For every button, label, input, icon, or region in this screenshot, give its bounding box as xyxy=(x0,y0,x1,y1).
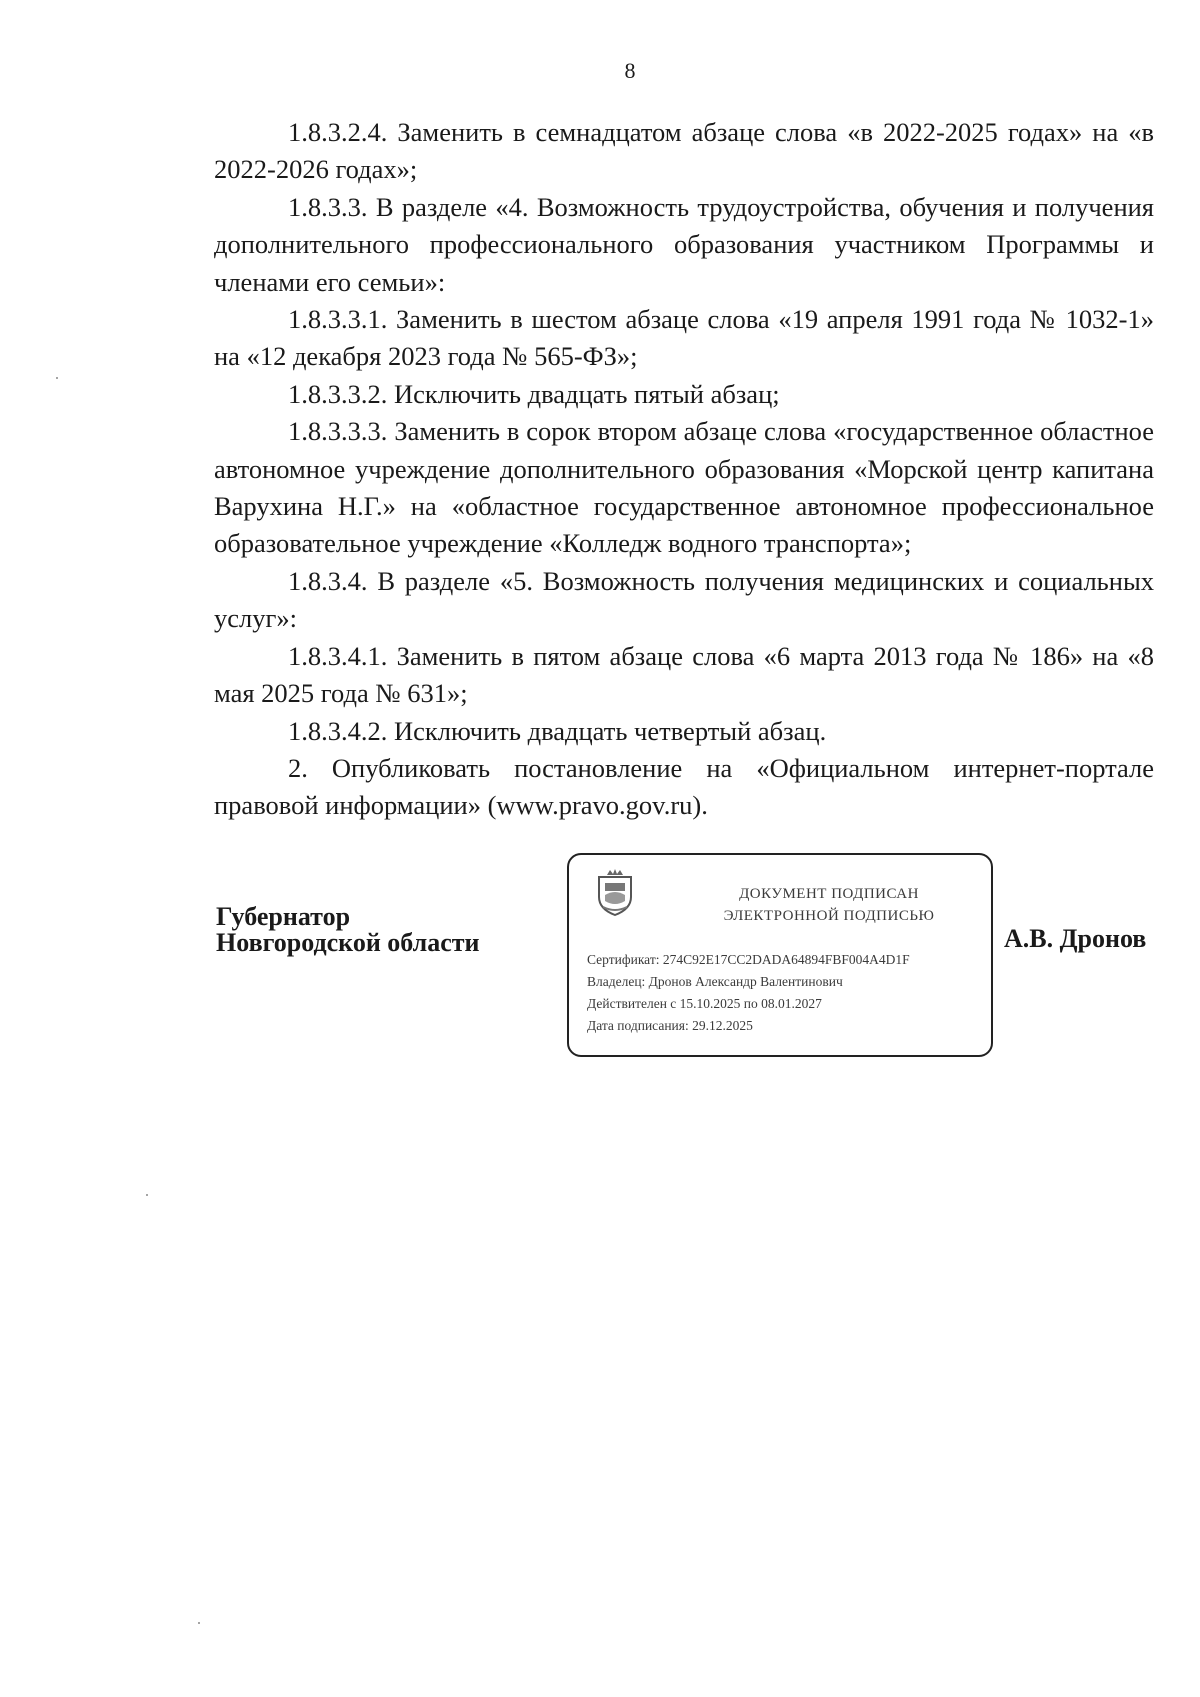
stamp-details xyxy=(587,949,987,1037)
stamp-title-line: ДОКУМЕНТ ПОДПИСАН xyxy=(739,886,919,902)
stamp-validity: Действителен с 15.10.2025 по 08.01.2027 xyxy=(587,996,822,1011)
stamp-title-line: ЭЛЕКТРОННОЙ ПОДПИСЬЮ xyxy=(723,908,935,924)
novgorod-coat-of-arms-icon xyxy=(591,869,639,917)
scan-speck xyxy=(198,1622,200,1624)
paragraph: 1.8.3.2.4. Заменить в семнадцатом абзаце слова «в 2022-2025 годах» на «в 2022-2026 годах»; xyxy=(214,117,1154,185)
scan-speck xyxy=(56,377,58,379)
signatory-name: А.В. Дронов xyxy=(1004,924,1147,953)
stamp-owner: Владелец: Дронов Александр Валентинович xyxy=(587,974,843,989)
scan-speck xyxy=(146,1194,148,1196)
signatory-position-line: Губернатор xyxy=(216,902,351,931)
paragraph: 1.8.3.4.1. Заменить в пятом абзаце слова «6 марта 2013 года № 186» на «8 мая 2025 года № 631»; xyxy=(214,640,1154,709)
paragraph: 1.8.3.3.2. Исключить двадцать пятый абзац; xyxy=(288,378,780,409)
signatory-position xyxy=(216,904,480,956)
page-number: 8 xyxy=(624,58,636,83)
document-body xyxy=(214,114,1154,825)
stamp-title xyxy=(689,883,969,927)
stamp-signed-date: Дата подписания: 29.12.2025 xyxy=(587,1018,753,1033)
signatory-position-line: Новгородской области xyxy=(216,928,480,957)
paragraph: 1.8.3.4. В разделе «5. Возможность получения медицинских и социальных услуг»: xyxy=(214,565,1154,634)
paragraph: 1.8.3.4.2. Исключить двадцать четвертый абзац. xyxy=(288,715,827,746)
paragraph: 2. Опубликовать постановление на «Официальном интернет-портале правовой информации» (www.pravo.gov.ru). xyxy=(214,752,1154,821)
stamp-certificate: Сертификат: 274C92E17CC2DADA64894FBF004A4D1F xyxy=(587,952,910,967)
paragraph: 1.8.3.3.1. Заменить в шестом абзаце слова «19 апреля 1991 года № 1032-1» на «12 декабря 2023 года № 565-ФЗ»; xyxy=(214,304,1154,372)
electronic-signature-stamp xyxy=(567,853,993,1057)
paragraph: 1.8.3.3. В разделе «4. Возможность трудоустройства, обучения и получения дополнительного профессионального образования участником Программы и членами его семьи»: xyxy=(214,191,1154,297)
paragraph: 1.8.3.3.3. Заменить в сорок втором абзаце слова «государственное областное автономное учреждение дополнительного образования «Морской центр капитана Варухина Н.Г.» на «областное государственное автономное профессиональное образовательное учреждение «Колледж водного транспорта»; xyxy=(214,416,1154,559)
